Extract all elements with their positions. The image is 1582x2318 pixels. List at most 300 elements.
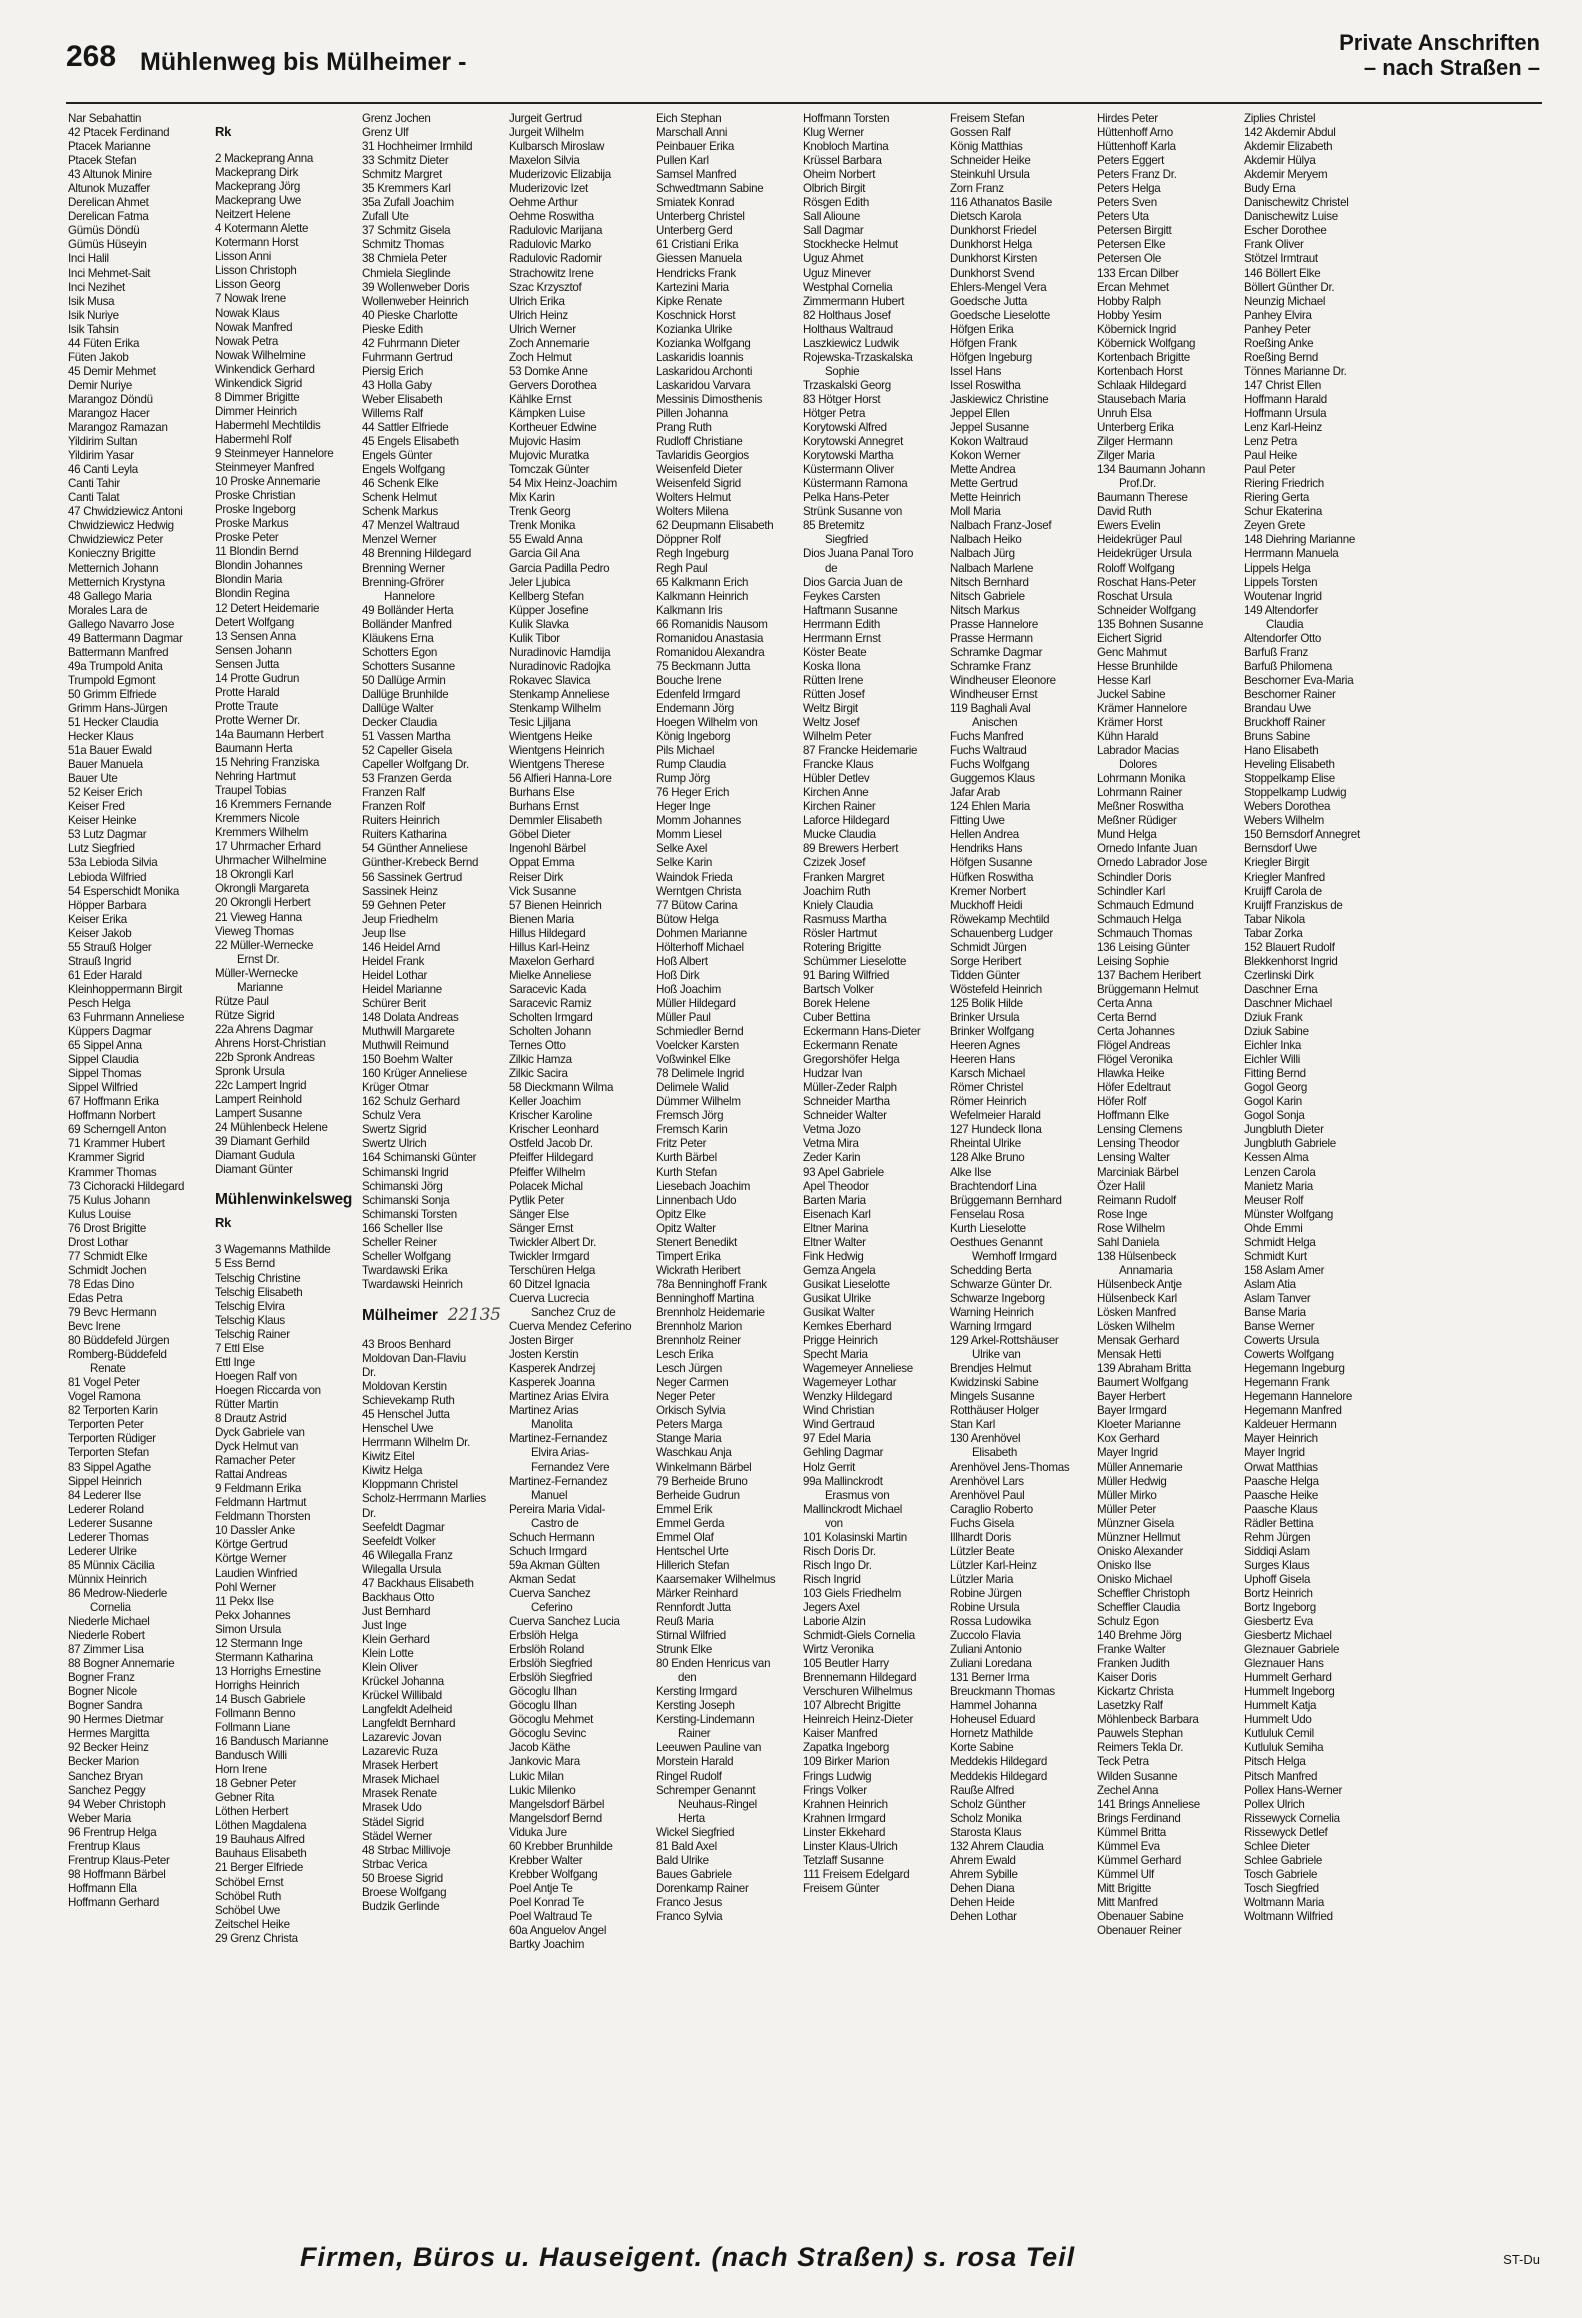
directory-entry: 75 Kulus Johann	[68, 1193, 150, 1207]
directory-entry: Rütter Martin	[215, 1397, 279, 1411]
directory-entry: Hobby Ralph	[1097, 294, 1161, 308]
directory-entry: Brinker Ursula	[950, 1011, 1020, 1024]
directory-entry: Tabar Zorka	[1244, 926, 1303, 940]
directory-entry: Meßner Rüdiger	[1097, 814, 1177, 828]
directory-entry: Hummelt Katja	[1244, 1699, 1317, 1713]
directory-entry: Goedsche Jutta	[950, 294, 1028, 308]
directory-entry: Uhrmacher Wilhelmine	[215, 854, 327, 868]
directory-entry: Kühn Harald	[1097, 730, 1159, 744]
directory-entry: Keiser Erika	[68, 912, 127, 926]
directory-entry: 8 Dimmer Brigitte	[215, 390, 300, 404]
directory-entry: Protte Werner Dr.	[215, 713, 300, 727]
directory-entry: 150 Boehm Walter	[362, 1053, 453, 1067]
directory-entry: Sanchez Peggy	[68, 1783, 146, 1797]
directory-entry: Proske Ingeborg	[215, 503, 296, 517]
directory-entry: Gümüs Hüseyin	[68, 238, 147, 252]
directory-entry: Saracevic Kada	[509, 982, 587, 996]
directory-entry: 53a Lebioda Silvia	[68, 856, 158, 870]
directory-entry: Wolters Helmut	[656, 491, 731, 505]
directory-entry: 82 Terporten Karin	[68, 1404, 158, 1418]
directory-entry: Mackeprang Dirk	[215, 166, 299, 180]
directory-entry: Ettl Inge	[215, 1355, 255, 1369]
directory-entry: Weltz Birgit	[803, 701, 858, 715]
directory-entry: Kurth Stefan	[656, 1165, 717, 1179]
directory-entry: Romanidou Anastasia	[656, 631, 764, 645]
directory-entry: Löthen Magdalena	[215, 1819, 307, 1833]
directory-entry: Terporten Peter	[68, 1418, 144, 1432]
directory-entry: Lampert Reinhold	[215, 1093, 302, 1107]
directory-entry: Elvira Arias-	[531, 1446, 589, 1460]
directory-entry: 137 Bachem Heribert	[1097, 968, 1201, 982]
directory-entry: Eichert Sigrid	[1097, 631, 1162, 645]
directory-entry: Pereira Maria Vidal-	[509, 1502, 606, 1516]
directory-entry: Backhaus Otto	[362, 1590, 435, 1604]
directory-entry: Kulik Tibor	[509, 631, 560, 645]
directory-entry: Ornedo Infante Juan	[1097, 842, 1198, 856]
directory-entry: Jacob Käthe	[509, 1741, 571, 1755]
directory-entry: Fitting Bernd	[1244, 1067, 1306, 1081]
directory-entry: Brendjes Helmut	[950, 1362, 1032, 1376]
directory-entry: 7 Nowak Irene	[215, 292, 286, 306]
directory-entry: Henschel Uwe	[362, 1422, 434, 1436]
directory-entry: 44 Füten Erika	[68, 336, 140, 350]
directory-entry: Blekkenhorst Ingrid	[1244, 954, 1338, 968]
directory-entry: Peters Franz Dr.	[1097, 168, 1177, 182]
directory-entry: Herrmann Edith	[803, 617, 880, 631]
directory-entry: Berheide Gudrun	[656, 1488, 740, 1502]
directory-column	[803, 112, 950, 2212]
directory-entry: Göcoglu Ilhan	[509, 1685, 577, 1699]
directory-entry: Hermes Margitta	[68, 1727, 150, 1741]
directory-entry: Rissewyck Detlef	[1244, 1825, 1328, 1839]
directory-entry: Schur Ekaterina	[1244, 505, 1322, 519]
page-number: 268	[66, 40, 117, 73]
directory-entry: 146 Heidel Arnd	[362, 940, 441, 954]
street-heading-text: Mühlenwinkelsweg	[215, 1191, 353, 1209]
directory-entry: Steinkuhl Ursula	[950, 168, 1030, 182]
directory-entry: Schmidt-Giels Cornelia	[803, 1629, 915, 1643]
directory-entry: Kümmel Eva	[1097, 1839, 1160, 1853]
directory-entry: Scheller Wolfgang	[362, 1249, 451, 1263]
directory-entry: Francke Klaus	[803, 758, 874, 772]
directory-entry: Lederer Thomas	[68, 1530, 149, 1544]
directory-entry: Ruiters Katharina	[362, 828, 447, 842]
directory-entry: Rossa Ludowika	[950, 1615, 1031, 1629]
directory-entry: 149 Altendorfer	[1244, 603, 1319, 617]
directory-entry: Müller-Wernecke	[215, 966, 298, 980]
directory-entry: Mujovic Hasim	[509, 435, 581, 449]
directory-entry: Kortenbach Horst	[1097, 364, 1183, 378]
directory-entry: Franken Margret	[803, 870, 885, 884]
directory-entry: Prof.Dr.	[1119, 477, 1156, 491]
directory-entry: Radulovic Radomir	[509, 252, 602, 266]
directory-entry: Muthwill Reimund	[362, 1039, 449, 1053]
directory-entry: Ingenohl Bärbel	[509, 842, 586, 856]
directory-entry: Bogner Nicole	[68, 1685, 137, 1699]
directory-entry: Cowerts Wolfgang	[1244, 1348, 1334, 1362]
directory-entry: Ahrem Sybille	[950, 1867, 1018, 1881]
directory-entry: Barfuß Franz	[1244, 645, 1309, 659]
directory-entry: Twardawski Heinrich	[362, 1277, 463, 1291]
directory-entry: Karsch Michael	[950, 1067, 1026, 1081]
directory-entry: Decker Claudia	[362, 716, 438, 730]
directory-entry: Bortz Heinrich	[1244, 1586, 1313, 1600]
directory-entry: Szac Krzysztof	[509, 280, 582, 294]
directory-entry: Dunkhorst Helga	[950, 238, 1032, 252]
directory-entry: 73 Cichoracki Hildegard	[68, 1179, 185, 1193]
street-heading-text: Mülheimer	[362, 1306, 438, 1324]
directory-entry: Kulbarsch Miroslaw	[509, 140, 605, 154]
directory-entry: Canti Tahir	[68, 477, 120, 491]
directory-entry: 20 Okrongli Herbert	[215, 896, 311, 910]
directory-entry: Lützler Maria	[950, 1572, 1014, 1586]
directory-entry: Werntgen Christa	[656, 884, 742, 898]
directory-entry: Wolters Milena	[656, 505, 729, 519]
directory-entry: Schenk Helmut	[362, 491, 437, 505]
directory-entry: Wientgens Therese	[509, 758, 605, 772]
directory-entry: Winkendick Sigrid	[215, 376, 303, 390]
directory-entry: Orkisch Sylvia	[656, 1404, 726, 1418]
directory-entry: Robine Ursula	[950, 1600, 1020, 1614]
directory-entry: 125 Bolik Hilde	[950, 996, 1023, 1010]
directory-entry: 83 Hötger Horst	[803, 392, 881, 406]
directory-entry: Dehen Diana	[950, 1881, 1015, 1895]
directory-entry: Poel Waltraud Te	[509, 1910, 592, 1923]
directory-entry: Lazarevic Ruza	[362, 1745, 438, 1759]
directory-entry: Poel Konrad Te	[509, 1895, 584, 1909]
directory-entry: Emmel Gerda	[656, 1516, 725, 1530]
directory-entry: Jeler Ljubica	[509, 575, 571, 589]
directory-entry: Linnenbach Udo	[656, 1193, 737, 1207]
directory-entry: Krahnen Irmgard	[803, 1811, 886, 1825]
directory-entry: Zeyen Grete	[1244, 519, 1306, 533]
directory-entry: Gogol Karin	[1244, 1095, 1302, 1109]
directory-entry: Köster Beate	[803, 645, 867, 659]
directory-entry: Schimanski Torsten	[362, 1207, 457, 1221]
directory-entry: Marangoz Hacer	[68, 406, 150, 420]
directory-entry: Eichler Inka	[1244, 1039, 1301, 1053]
directory-entry: Frentrup Klaus	[68, 1839, 140, 1853]
directory-entry: Becker Marion	[68, 1755, 139, 1769]
directory-entry: Risch Ingrid	[803, 1572, 861, 1586]
directory-entry: Akdemir Elizabeth	[1244, 140, 1333, 154]
directory-entry: Hübler Detlev	[803, 772, 870, 786]
directory-entry: 139 Abraham Britta	[1097, 1362, 1191, 1376]
directory-entry: Demmler Elisabeth	[509, 814, 602, 828]
directory-entry: Körtge Werner	[215, 1552, 287, 1566]
directory-entry: Scholten Johann	[509, 1025, 591, 1039]
directory-entry: Brenning Werner	[362, 561, 445, 575]
directory-entry: Opitz Walter	[656, 1221, 716, 1235]
directory-entry: Guggemos Klaus	[950, 772, 1035, 786]
directory-entry: Hannelore	[384, 589, 435, 603]
directory-entry: Höfgen Erika	[950, 322, 1014, 336]
directory-entry: 77 Schmidt Elke	[68, 1249, 148, 1263]
directory-entry: Dunkhorst Friedel	[950, 224, 1037, 238]
directory-entry: Hüttenhoff Karla	[1097, 140, 1176, 154]
directory-entry: Gusikat Walter	[803, 1305, 875, 1319]
directory-entry: Isik Tahsin	[68, 322, 119, 336]
directory-entry: Beschorner Rainer	[1244, 687, 1336, 701]
directory-entry: Langfeldt Adelheid	[362, 1703, 453, 1717]
directory-entry: 22b Spronk Andreas	[215, 1051, 315, 1064]
directory-entry: 96 Frentrup Helga	[68, 1825, 157, 1839]
directory-entry: Jaskiewicz Christine	[950, 392, 1049, 406]
directory-entry: Schauenberg Ludger	[950, 926, 1053, 940]
directory-entry: 160 Krüger Anneliese	[362, 1067, 467, 1081]
directory-entry: Rösgen Edith	[803, 196, 870, 210]
directory-entry: Lützler Karl-Heinz	[950, 1558, 1037, 1572]
directory-entry: Schöbel Ernst	[215, 1875, 284, 1889]
directory-entry: Swertz Sigrid	[362, 1123, 427, 1137]
directory-entry: Lohrmann Monika	[1097, 772, 1186, 786]
directory-entry: Winkelmann Bärbel	[656, 1460, 752, 1474]
directory-entry: Frentrup Klaus-Peter	[68, 1853, 170, 1867]
directory-entry: Bienen Maria	[509, 912, 574, 926]
directory-entry: Brings Ferdinand	[1097, 1811, 1181, 1825]
directory-entry: König Matthias	[950, 140, 1023, 154]
directory-entry: Kirchen Rainer	[803, 800, 876, 814]
directory-entry: Wagemeyer Anneliese	[803, 1362, 913, 1376]
directory-entry: Grimm Hans-Jürgen	[68, 701, 168, 715]
directory-entry: Mangelsdorf Bärbel	[509, 1797, 605, 1811]
directory-entry: Paasche Klaus	[1244, 1502, 1318, 1516]
directory-entry: Stenkamp Wilhelm	[509, 701, 601, 715]
directory-entry: Höpper Barbara	[68, 898, 147, 912]
directory-entry: 67 Hoffmann Erika	[68, 1095, 159, 1109]
directory-entry: Hillerich Stefan	[656, 1558, 730, 1572]
directory-entry: Hendriks Hans	[950, 842, 1023, 856]
directory-entry: Küppers Dagmar	[68, 1025, 152, 1039]
directory-entry: Dunkhorst Kirsten	[950, 252, 1038, 266]
directory-entry: 119 Baghali Aval	[950, 701, 1031, 715]
directory-entry: Hoffmann Ursula	[1244, 406, 1327, 420]
directory-entry: 11 Pekx Ilse	[215, 1594, 274, 1608]
directory-entry: Zuliani Loredana	[950, 1657, 1032, 1671]
directory-entry: Mingels Susanne	[950, 1390, 1035, 1404]
directory-entry: Martinez Arias	[509, 1404, 579, 1418]
directory-entry: Mrasek Renate	[362, 1787, 437, 1801]
directory-entry: Haftmann Susanne	[803, 603, 898, 617]
directory-entry: 60a Anguelov Angel	[509, 1924, 607, 1938]
directory-entry: Daschner Michael	[1244, 996, 1332, 1010]
directory-entry: Habermehl Rolf	[215, 432, 292, 446]
directory-entry: Nalbach Marlene	[950, 561, 1034, 575]
directory-entry: 16 Kremmers Fernande	[215, 798, 332, 812]
directory-entry: Schlee Dieter	[1244, 1839, 1310, 1853]
directory-entry: Krüger Otmar	[362, 1081, 429, 1095]
directory-entry: Kipke Renate	[656, 294, 723, 308]
directory-entry: Heidel Frank	[362, 954, 425, 968]
directory-entry: Nitsch Gabriele	[950, 589, 1025, 603]
directory-entry: Josten Birger	[509, 1334, 574, 1348]
directory-entry: Bouche Irene	[656, 673, 722, 687]
directory-column	[1097, 112, 1244, 2212]
directory-entry: Cowerts Ursula	[1244, 1334, 1320, 1348]
directory-entry: Terporten Stefan	[68, 1446, 149, 1460]
directory-entry: 37 Schmitz Gisela	[362, 224, 451, 238]
directory-entry: Fremsch Karin	[656, 1123, 728, 1137]
directory-entry: Heidel Lothar	[362, 968, 428, 982]
directory-entry: Fitting Uwe	[950, 814, 1005, 828]
directory-entry: Giesbertz Michael	[1244, 1629, 1332, 1643]
directory-entry: Rojewska-Trzaskalska	[803, 350, 913, 364]
directory-entry: Sippel Claudia	[68, 1053, 139, 1067]
directory-entry: Messinis Dimosthenis	[656, 392, 763, 406]
directory-entry: Zuliani Antonio	[950, 1643, 1022, 1657]
directory-entry: Ewers Evelin	[1097, 519, 1161, 533]
directory-entry: Neunzig Michael	[1244, 294, 1326, 308]
directory-entry: Bauer Manuela	[68, 758, 143, 772]
directory-entry: 11 Blondin Bernd	[215, 545, 299, 559]
directory-entry: Trenk Monika	[509, 519, 576, 533]
directory-entry: 3 Wagemanns Mathilde	[215, 1243, 331, 1257]
directory-entry: Lohrmann Rainer	[1097, 786, 1183, 800]
directory-column	[68, 112, 215, 2212]
directory-entry: Schneider Wolfgang	[1097, 603, 1196, 617]
directory-entry: Krebber Walter	[509, 1853, 583, 1867]
directory-entry: Göbel Dieter	[509, 828, 571, 842]
directory-entry: Paul Heike	[1244, 449, 1298, 463]
directory-entry: Brüggemann Bernhard	[950, 1193, 1062, 1207]
directory-entry: Lederer Roland	[68, 1502, 144, 1516]
directory-entry: Pelka Hans-Peter	[803, 491, 890, 505]
directory-entry: Follmann Liane	[215, 1721, 291, 1735]
directory-entry: 7 Ettl Else	[215, 1341, 264, 1355]
directory-entry: Brennholz Heidemarie	[656, 1305, 765, 1319]
directory-entry: Kriegler Birgit	[1244, 856, 1310, 870]
directory-entry: Selke Axel	[656, 842, 708, 856]
running-head: Mühlenweg bis Mülheimer -	[140, 48, 467, 76]
directory-entry: 22 Müller-Wernecke	[215, 938, 314, 952]
directory-entry: Giesbertz Eva	[1244, 1615, 1313, 1629]
directory-entry: Onisko Michael	[1097, 1572, 1173, 1586]
directory-entry: Alke Ilse	[950, 1165, 992, 1179]
directory-entry: Mayer Ingrid	[1244, 1446, 1305, 1460]
directory-entry: Banse Maria	[1244, 1305, 1306, 1319]
directory-entry: Kersting Irmgard	[656, 1685, 737, 1699]
directory-entry: Rump Claudia	[656, 758, 726, 772]
directory-entry: Traupel Tobias	[215, 784, 287, 798]
directory-entry: Timpert Erika	[656, 1249, 721, 1263]
directory-entry: 42 Fuhrmann Dieter	[362, 336, 460, 350]
directory-entry: Onisko Alexander	[1097, 1544, 1184, 1558]
directory-entry: Teck Petra	[1097, 1755, 1149, 1769]
directory-entry: Gallego Navarro Jose	[68, 617, 175, 631]
directory-entry: Rump Jörg	[656, 772, 711, 786]
directory-entry: Füten Jakob	[68, 350, 129, 364]
directory-entry: Moldovan Dan-Flaviu	[362, 1351, 466, 1365]
directory-entry: 103 Giels Friedhelm	[803, 1586, 902, 1600]
directory-entry: Baues Gabriele	[656, 1867, 732, 1881]
directory-entry: Prasse Hannelore	[950, 617, 1039, 631]
directory-entry: Höfgen Ingeburg	[950, 350, 1032, 364]
directory-entry: Proske Christian	[215, 489, 296, 503]
directory-entry: Momm Johannes	[656, 814, 742, 828]
directory-entry: Okrongli Margareta	[215, 882, 309, 896]
directory-entry: Caraglio Roberto	[950, 1502, 1033, 1516]
directory-entry: Barten Maria	[803, 1193, 866, 1207]
directory-entry: Strauß Ingrid	[68, 954, 132, 968]
directory-entry: 128 Alke Bruno	[950, 1151, 1025, 1165]
directory-entry: Kartezini Maria	[656, 280, 729, 294]
directory-entry: Voelcker Karsten	[656, 1039, 739, 1053]
directory-entry: Surges Klaus	[1244, 1558, 1310, 1572]
directory-entry: Kiwitz Helga	[362, 1464, 423, 1478]
directory-entry: Chmiela Sieglinde	[362, 266, 451, 280]
directory-entry: Krüssel Barbara	[803, 154, 882, 168]
directory-entry: Petersen Birgitt	[1097, 224, 1172, 238]
directory-entry: Sippel Heinrich	[68, 1474, 142, 1488]
directory-entry: Dyck Gabriele van	[215, 1426, 305, 1440]
directory-entry: Ruiters Heinrich	[362, 814, 440, 828]
directory-entry: 14a Baumann Herbert	[215, 727, 324, 741]
directory-entry: Metternich Johann	[68, 561, 159, 575]
directory-entry: Marciniak Bärbel	[1097, 1165, 1179, 1179]
directory-entry: Heger Inge	[656, 800, 711, 814]
directory-entry: Kalkmann Heinrich	[656, 589, 749, 603]
directory-entry: Unterberg Erika	[1097, 421, 1174, 435]
directory-entry: Herrmann Wilhelm Dr.	[362, 1436, 471, 1450]
directory-entry: 62 Deupmann Elisabeth	[656, 519, 774, 533]
directory-entry: Schmitz Thomas	[362, 238, 444, 252]
directory-entry: Mackeprang Uwe	[215, 194, 302, 208]
directory-entry: Pitsch Manfred	[1244, 1769, 1318, 1783]
directory-entry: Romberg-Büddefeld	[68, 1348, 167, 1362]
directory-entry: Panhey Peter	[1244, 322, 1311, 336]
directory-entry: Banse Werner	[1244, 1320, 1315, 1334]
directory-entry: Gervers Dorothea	[509, 378, 597, 392]
footer-note: Firmen, Büros u. Hauseigent. (nach Straßen) s. rosa Teil	[300, 2242, 1076, 2272]
directory-entry: 12 Stermann Inge	[215, 1636, 303, 1650]
directory-entry: Heidekrüger Ursula	[1097, 547, 1192, 561]
directory-entry: Pekx Johannes	[215, 1608, 291, 1622]
directory-entry: 98 Hoffmann Bärbel	[68, 1867, 166, 1881]
directory-entry: Mangelsdorf Bernd	[509, 1811, 602, 1825]
directory-entry: Koska Ilona	[803, 659, 861, 673]
directory-entry: Kümmel Gerhard	[1097, 1853, 1182, 1867]
directory-entry: 162 Schulz Gerhard	[362, 1095, 460, 1109]
directory-entry: Stausebach Maria	[1097, 392, 1186, 406]
directory-entry: Willems Ralf	[362, 406, 423, 420]
directory-entry: Bayer Herbert	[1097, 1390, 1166, 1404]
directory-entry: Kalkmann Iris	[656, 603, 723, 617]
directory-entry: Hlawka Heike	[1097, 1067, 1165, 1081]
directory-entry: Dohmen Marianne	[656, 926, 747, 940]
directory-entry: Pohl Werner	[215, 1580, 276, 1594]
directory-entry: Liesebach Joachim	[656, 1179, 751, 1193]
directory-entry: Jurgeit Wilhelm	[509, 126, 584, 140]
directory-entry: Breuckmann Thomas	[950, 1685, 1055, 1699]
directory-entry: 99a Mallinckrodt	[803, 1474, 883, 1488]
directory-entry: Hoffmann Elke	[1097, 1109, 1169, 1123]
directory-entry: 148 Diehring Marianne	[1244, 533, 1355, 547]
directory-entry: Hano Elisabeth	[1244, 744, 1319, 758]
directory-entry: Siddiqi Aslam	[1244, 1544, 1310, 1558]
directory-entry: Schulz Egon	[1097, 1615, 1159, 1629]
directory-entry: 18 Gebner Peter	[215, 1777, 297, 1791]
directory-entry: Nowak Klaus	[215, 306, 280, 320]
directory-entry: 81 Vogel Peter	[68, 1376, 140, 1390]
directory-entry: Akdemir Meryem	[1244, 168, 1328, 182]
directory-entry: Strachowitz Irene	[509, 266, 594, 280]
directory-entry: 51 Vassen Martha	[362, 730, 451, 744]
directory-entry: Roeßing Bernd	[1244, 350, 1319, 364]
directory-entry: Sippel Wilfried	[68, 1081, 138, 1095]
directory-entry: 54 Esperschidt Monika	[68, 884, 179, 898]
directory-entry: Uguz Ahmet	[803, 252, 864, 266]
directory-entry: Nitsch Markus	[950, 603, 1020, 617]
